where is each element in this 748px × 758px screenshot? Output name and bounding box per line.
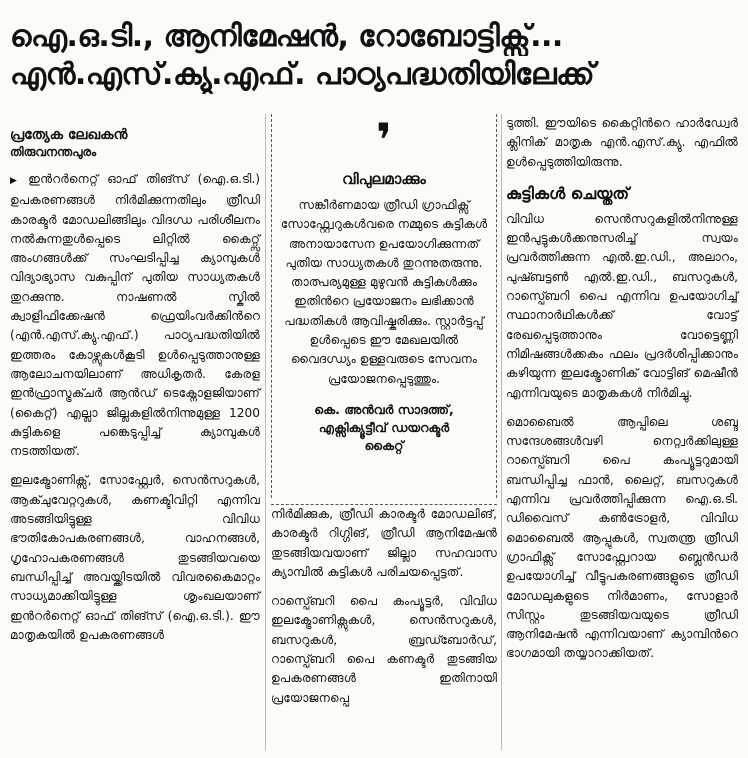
headline-line-2: എൻ.എസ്.ക്യു.എഫ്. പാഠ്യപദ്ധതിയിലേക്ക് xyxy=(10,57,595,92)
article-paragraph: ടുത്തി. ഈയിടെ കൈറ്റിൻറെ ഹാർഡ്വേർ ക്ലിനിക് മാതൃക എൻ.എസ്.ക്യു. എഫിൽ ഉൾപ്പെടുത്തിയിരുന്നു. xyxy=(506,116,738,169)
triangle-bullet-icon: ▶ xyxy=(10,176,23,186)
article-paragraph: മൊബൈൽ ആപ്പിലെ ശബ്ദ സന്ദേശങ്ങൾവഴി നെറ്റ്വർക്കിലുള്ള റാസ്പ്ബെറി പൈ കംപ്യൂട്ടറുമായി ബന്ധിപ്പിച്ച ഫാൻ, ലൈറ്റ്, ബസറുകൾ എന്നിവ പ്രവർത്തിപ്പിക്കുന്ന ഐ.ഒ.ടി. ഡിവൈസ് കൺട്രോളർ, വിവിധ മൊബൈൽ ആപ്പുകൾ, സ്വതന്ത്ര ത്രീഡി ഗ്രാഫിക്സ് സോഫ്റ്റ്വേറായ ബ്ലെൻഡർ ഉപയോഗിച്ച് വീട്ടുപകരണങ്ങളുടെ ത്രീഡി മോഡലുകളുടെ നിർമാണം, സോളാർ സിസ്റ്റം തുടങ്ങിയവയുടെ ത്രീഡി ആനിമേഷൻ എന്നിവയാണ് ക്യാമ്പിൻറെ ഭാഗമായി തയ്യാറാക്കിയത്. xyxy=(506,414,738,661)
pull-quote-box xyxy=(271,114,497,498)
column-1 xyxy=(10,126,260,645)
article-paragraph: ▶ ഇൻറർനെറ്റ് ഓഫ് തിങ്സ് (ഐ.ഒ.ടി.) ഉപകരണങ്ങൾ നിർമിക്കുന്നതിലും ത്രീഡി കാരക്ടർ മോഡലിങ്ങിലും വിദഗ്ധ പരിശീലനം നൽകുന്നതുൾപ്പെടെ ലിറ്റിൽ കൈറ്റ്സ് അംഗങ്ങൾക്ക് സംഘടിപ്പിച്ച ക്യാമ്പുകൾ വിദ്യാഭ്യാസ വകുപ്പിന് പുതിയ സാധ്യതകൾ തുറക്കുന്നു. നാഷണൽ സ്കിൽ ക്വാളിഫിക്കേഷൻ ഫ്രെയിംവർക്കിൻറെ (എൻ.എസ്.ക്യു.എഫ്.) പാഠ്യപദ്ധതിയിൽ ഇത്തരം കോഴ്സുകൾകൂടി ഉൾപ്പെടുത്താനുള്ള ആലോചനയിലാണ് അധികൃതർ. കേരള ഇൻഫ്രാസ്ട്രക്ചർ ആൻഡ് ടെക്നോളജിയാണ് (കൈറ്റ്) എല്ലാ ജില്ലകളിൽനിന്നുമുള്ള 1200 കുട്ടികളെ പങ്കെടുപ്പിച്ച് ക്യാമ്പുകൾ നടത്തിയത്. xyxy=(10,172,260,459)
headline-line-1: ഐ.ഒ.ടി., ആനിമേഷൻ, റോബോട്ടിക്സ്... xyxy=(10,19,563,54)
pull-quote-title: വിപുലമാക്കും xyxy=(342,170,426,188)
author-name: കെ. അൻവർ സാദത്ത്, xyxy=(314,401,454,417)
column-3 xyxy=(506,114,738,664)
article-paragraph: വിവിധ സെൻസറുകളിൽനിന്നുള്ള ഇൻപുട്ടുകൾക്കനുസരിച്ച് സ്വയം പ്രവർത്തിക്കുന്ന എൽ.ഇ.ഡി., അലാറം, പുഷ്ബട്ടൺ എൽ.ഇ.ഡി., ബസറുകൾ, റാസ്പ്ബെറി പൈ എന്നിവ ഉപയോഗിച്ച് സ്ഥാനാർഥികൾക്ക് വോട്ട് രേഖപ്പെടുത്താനും വോട്ടെണ്ണി നിമിഷങ്ങൾക്കകം ഫലം പ്രദർശിപ്പിക്കാനും കഴിയുന്ന ഇലക്ട്രോണിക് വോട്ടിങ് മെഷീൻ എന്നിവയുടെ മാതൃകകൾ നിർമിച്ചു. xyxy=(506,211,738,400)
section-subheading: കുട്ടികൾ ചെയ്തത് xyxy=(506,183,630,203)
article-paragraph: നിർമിക്കുക, ത്രീഡി കാരക്ടർ മോഡലിങ്, കാരക്ടർ റിഗ്ഗിങ്, ത്രീഡി ആനിമേഷൻ തുടങ്ങിയവയാണ് ജില്ലാ സഹവാസ ക്യാമ്പിൽ കുട്ടികൾ പരിചയപ്പെട്ടത്. xyxy=(271,507,497,579)
column-divider xyxy=(501,114,502,750)
quote-mark-icon: ❜ xyxy=(376,113,392,167)
column-2 xyxy=(271,114,497,708)
author-org: കൈറ്റ് xyxy=(364,437,404,453)
byline-place: തിരുവനന്തപുരം xyxy=(10,145,97,159)
article-paragraph: റാസ്പ്ബെറി പൈ കംപ്യൂട്ടർ, വിവിധ ഇലക്ട്രോണിക്സുകൾ, സെൻസറുകൾ, ബസറുകൾ, ബ്രഡ്ബോർഡ്, റാസ്പ്ബെറി പൈ കണക്ടർ തുടങ്ങിയ ഉപകരണങ്ങൾ ഇതിനായി പ്രയോജനപ്പെ xyxy=(271,594,497,705)
column-divider xyxy=(265,114,266,750)
article-paragraph: ഇലക്ട്രോണിക്സ്, സോഫ്റ്റ്വേർ, സെൻസറുകൾ, ആക്ചുവേറ്ററുകൾ, കണക്ടിവിറ്റി എന്നിവ അടങ്ങിയിട്ടുള്ള വിവിധ ഭൗതികോപകരണങ്ങൾ, വാഹനങ്ങൾ, ഗൃഹോപകരണങ്ങൾ തുടങ്ങിയവയെ ബന്ധിപ്പിച്ച് അവയ്ക്കിടയിൽ വിവരകൈമാറ്റം സാധ്യമാക്കിയിട്ടുള്ള ശൃംഖലയാണ് ഇൻറർനെറ്റ് ഓഫ് തിങ്സ് (ഐ.ഒ.ടി.). ഈ മാതൃകയിൽ ഉപകരണങ്ങൾ xyxy=(10,473,260,642)
byline-name: പ്രത്യേക ലേഖകൻ xyxy=(10,127,128,143)
pull-quote-text: സങ്കീർണമായ ത്രീഡി ഗ്രാഫിക്സ് സോഫ്റ്റ്വേറുകൾവരെ നമ്മുടെ കുട്ടികൾ അനായാസേന ഉപയോഗിക്കുന്നത് പുതിയ സാധ്യതകൾ തുറന്നുതരുന്നു. താത്പര്യമുള്ള മുഴുവൻ കുട്ടികൾക്കും ഇതിൻറെ പ്രയോജനം ലഭിക്കാൻ പദ്ധതികൾ ആവിഷ്കരിക്കും. സ്റ്റാർട്ടപ്പ് ഉൾപ്പെടെ ഈ മേഖലയിൽ വൈദഗ്ധ്യം ഉള്ളവരുടെ സേവനം പ്രയോജനപ്പെടുത്തും. xyxy=(280,198,488,386)
pull-quote-author xyxy=(278,401,490,455)
author-role: എക്സിക്യൂട്ടീവ് ഡയറക്ടർ xyxy=(318,419,450,435)
